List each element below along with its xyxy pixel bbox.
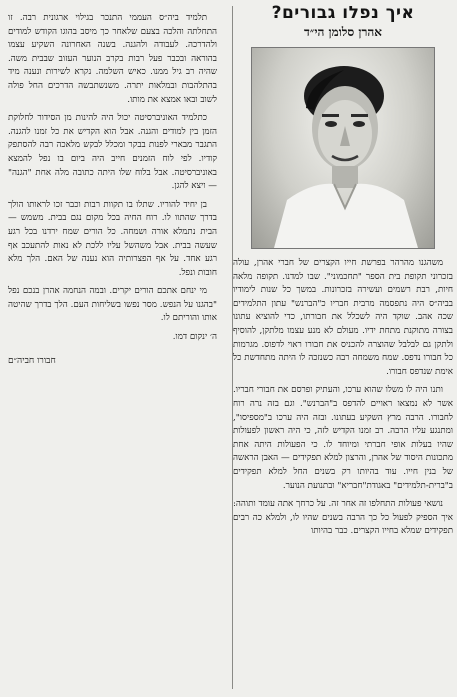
- left-column: [8, 12, 217, 697]
- article-paragraph: כתלמיד האוניברסיטה יכול היה להינות מן הסידור לחלוקת הזמן בין למודים והגנה. אבל הוא הקדיש את כל זמנו להגנה. התגבר מבארי לפנות בבקר ומכלל לבקש מלאכה רבה להסתפק קודיו. לפי לוח הזמנים חייב היה ביום בו נפל להמצא באוניברסיטה. אבל בלוח שלו היתה כתובה מלה אחת "הגנה" — ויצא להגן.: [8, 113, 217, 192]
- article-signature: חבורו חביה״ם: [8, 355, 56, 366]
- column-divider: [232, 6, 233, 689]
- article-byline: אהרן סלומן הי״ד: [304, 25, 382, 39]
- article-headline: איך נפלו גבורים?: [271, 3, 415, 23]
- article-paragraph: תלמיד ביה״ס העממי התנכר בגילוי ארגונית רבה. זו התחלתה והלכה בצעם שלאחר כך מיסב בהוגו הקודש למודים ולהדרכה. לעבודה ולהגנה. בשנה האחרונה השקיע עצמו בהוראה ובכבר פעל רבות בקרב הנוער העזוב שבבית משה. שהיה רב גיל ממנו. כאיש השלמה. נקרא לשירות ונענה מיד בהתלהבות ובמלאות יתרה. משנשתבשה הדרכים החל פולה לשוב ובאו אמצא את מותו.: [8, 13, 217, 105]
- article-paragraph: מי ינחם אתכם הורים יקרים. ובמה הנחמה אהרן בנכם נפל "בהגנו על הנפש. מסר נפשו בשליחות העם. הלך בדרך שהיטה אותו והוריתם לו.: [8, 286, 217, 324]
- article-paragraph: נושאי פעולות התחלפו זה אחר זה. על כרחך אתה עומד ותוהה: איך הספיק לפעול כל כך הרבה בשנים שהיו לו, ולמלא כה רבים תפקידים שמלא בחייו הקצרים. כבר בהיותו: [233, 499, 453, 537]
- article-paragraph: ותנו היה לו משלו שהוא ערכו, והעתיק ופרסם את חבורי חבריו. אשר לא נמצאו ראויים להדפס ב"הברנש". וגם בזה נרה רוח לחבורו. הרבה מרץ השקיע בעתונו. ובזה היה ערכו ב"מספיסו", ומתנגע עליו הרבה. רב זמנו הקדיש לזה, כי היה ראשון לפעולות שהיו בעלות אופי חברתי ומיוחד לו. כי הפעולות היתה אחת מתכונות היסוד של אהרן, והרצון למלא תפקידים — האבן הראשה של בנין חייו. עוד בהיותו רק בשנים החל למלא תפקידים ב"ברית-תלמידים" באגודת"חבריא" ובתנועת הנוער.: [233, 385, 453, 491]
- right-column: [233, 0, 453, 697]
- article-paragraph: בן יחיד להוריו. שתלו בו תקוות רבות וכבר זכו לראותו הולך בדרך שהתוו לו. רוח החיה בכל מקום נגם בבית. משמש — הבית נתמלא אורה ושמחה. כל הורים שמח ירדנו בכל רגע שעשה בבית. אבל משהשל עליו ללכת לא נאות להתעכב אף רגע אחד. על אף הפצרותיה הוא נענה של האם. הלך מלא חובות ונפל.: [8, 199, 217, 278]
- portrait-photo-icon: [252, 48, 434, 248]
- closing-line: ה׳ ינקום דמו.: [172, 332, 217, 343]
- portrait-photo: [251, 47, 435, 249]
- article-paragraph: משהגנו מהרהר בפרשת חייו הקצרים של חברי אהרן, עולה בזכרוני תקופת בית הספר "תחכמוני". שבו למדנו. תקופה מלאה חיות, רבת רשמים ועשירה בזכרונות. במשך כל שנות לימודיו בביה״ס היה נתפסמה מרבית חבריו כ"הברנש" עתון התלמידים שכה אהב. שוקד היה לשכלל את חבורתו, כדי להוציא עתונו בצורה מתוקנת מתחת ידיו. מעולם לא מנע עצמו מלתקן, להוסיף ולתקן גם לבלבל שהוצרה להכניס את חבורו ראוי לדפוס. מגרמות כל חבורו נדפס. שמח משמחה רבה כשנזכה לו היתה מתחדשת כל אימת שנדפס חבורו.: [233, 258, 453, 377]
